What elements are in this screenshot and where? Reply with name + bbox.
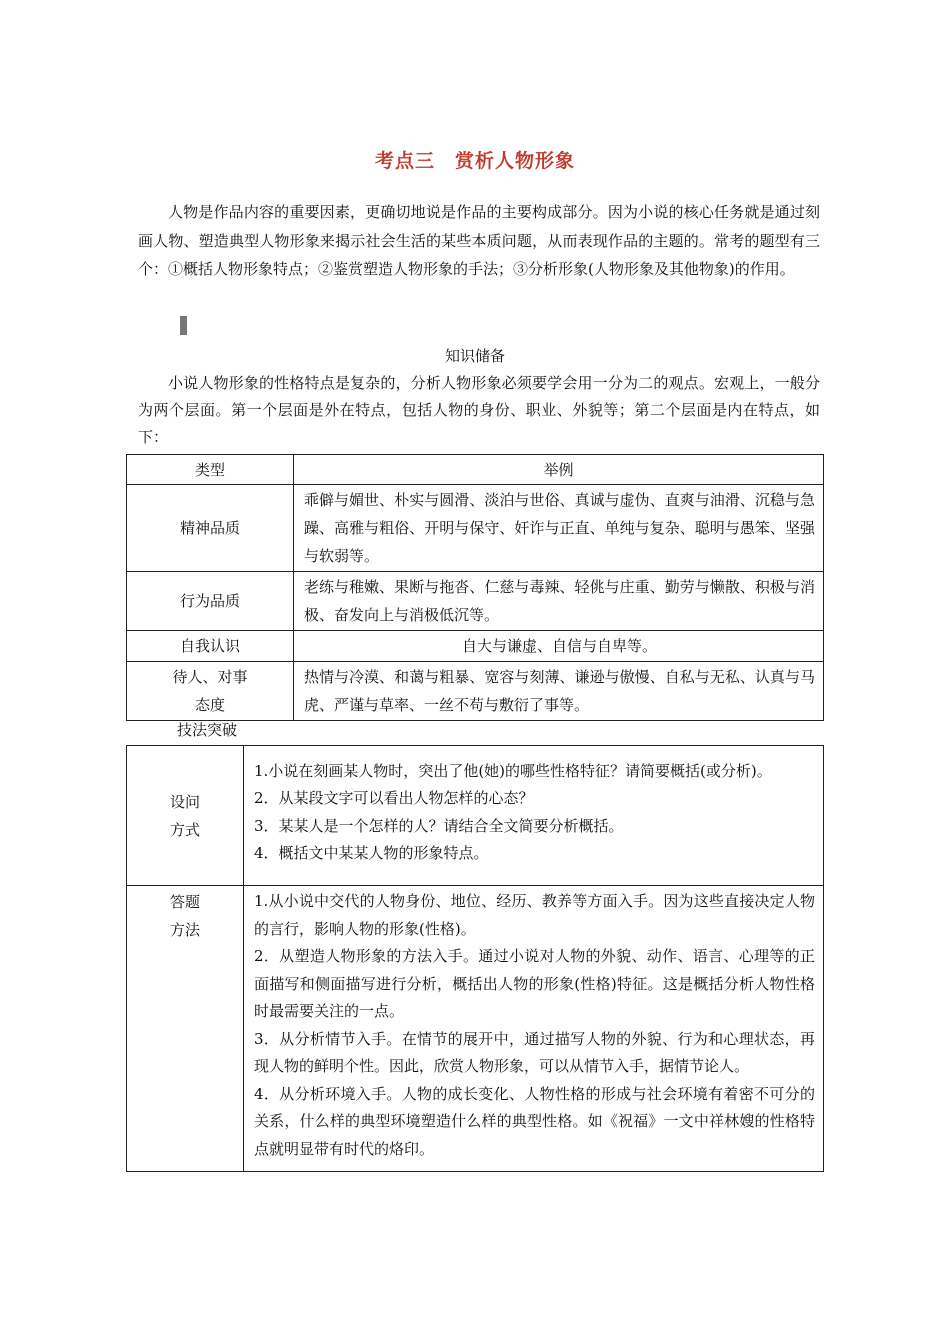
question-item: 2．从某段文字可以看出人物怎样的心态？ [254,789,534,807]
header-type: 类型 [127,455,294,485]
question-item: 3．某某人是一个怎样的人？请结合全文简要分析概括。 [254,816,624,835]
question-label: 设问方式 [170,792,201,839]
question-item: 1.小说在刻画某人物时，突出了他(她)的哪些性格特征？请简要概括(或分析)。 [254,761,772,780]
knowledge-heading: 知识储备 [444,347,505,365]
answer-items [244,886,824,1172]
row-type: 自我认识 [127,631,294,662]
answer-row [127,886,824,1172]
question-row [127,746,824,886]
answer-item: 3．从分析情节入手。在情节的展开中，通过描写人物的外貌、行为和心理状态，再现人物的鲜明个性。因此，欣赏人物形象，可以从情节入手，据情节论人。 [254,1029,815,1075]
question-item: 4．概括文中某某人物的形象特点。 [254,844,489,862]
row-type: 行为品质 [127,572,294,631]
answer-item: 4．从分析环境入手。人物的成长变化、人物性格的形成与社会环境有着密不可分的关系，什么样的典型环境塑造什么样的典型性格。如《祝福》一文中祥林嫂的性格特点就明显带有时代的烙印。 [254,1084,815,1158]
table-row [127,631,824,662]
section-title: 考点三 赏析人物形象 [374,150,575,172]
character-traits-table [126,454,824,721]
row-example: 乖僻与媚世、朴实与圆滑、淡泊与世俗、真诚与虚伪、直爽与油滑、沉稳与急躁、高雅与粗俗、开明与保守、奸诈与正直、单纯与复杂、聪明与愚笨、坚强与软弱等。 [294,485,824,572]
row-example: 自大与谦虚、自信与自卑等。 [294,631,824,662]
answer-item: 2．从塑造人物形象的方法入手。通过小说对人物的外貌、动作、语言、心理等的正面描写和侧面描写进行分析，概括出人物的形象(性格)特征。这是概括分析人物性格时最需要关注的一点。 [254,947,815,1020]
answer-item: 1.从小说中交代的人物身份、地位、经历、教养等方面入手。因为这些直接决定人物的言行，影响人物的形象(性格)。 [254,892,815,938]
table-row [127,485,824,572]
answer-label-cell [127,886,244,1172]
knowledge-paragraph: 小说人物形象的性格特点是复杂的，分析人物形象必须要学会用一分为二的观点。宏观上，一般分为两个层面。第一个层面是外在特点，包括人物的身份、职业、外貌等；第二个层面是内在特点，如下： [138,374,820,446]
question-label-cell [127,746,244,886]
technique-table [126,745,824,1172]
header-example: 举例 [294,455,824,485]
row-example: 热情与冷漠、和蔼与粗暴、宽容与刻薄、谦逊与傲慢、自私与无私、认真与马虎、严谨与草率、一丝不苟与敷衍了事等。 [294,662,824,721]
table-header-row [127,455,824,485]
row-type-text: 待人、对事态度 [172,668,248,714]
row-example: 老练与稚嫩、果断与拖沓、仁慈与毒辣、轻佻与庄重、勤劳与懒散、积极与消极、奋发向上与消极低沉等。 [294,572,824,631]
table-row [127,572,824,631]
question-items [244,746,824,886]
technique-heading: 技法突破 [177,721,238,739]
table-row [127,662,824,721]
row-type: 精神品质 [127,485,294,572]
intro-paragraph: 人物是作品内容的重要因素，更确切地说是作品的主要构成部分。因为小说的核心任务就是通过刻画人物、塑造典型人物形象来揭示社会生活的某些本质问题，从而表现作品的主题的。常考的题型有三个：①概括人物形象特点；②鉴赏塑造人物形象的手法；③分析形象(人物形象及其他物象)的作用。 [138,203,820,278]
section-marker [180,316,187,335]
answer-label: 答题方法 [170,893,201,939]
row-type [127,662,294,721]
